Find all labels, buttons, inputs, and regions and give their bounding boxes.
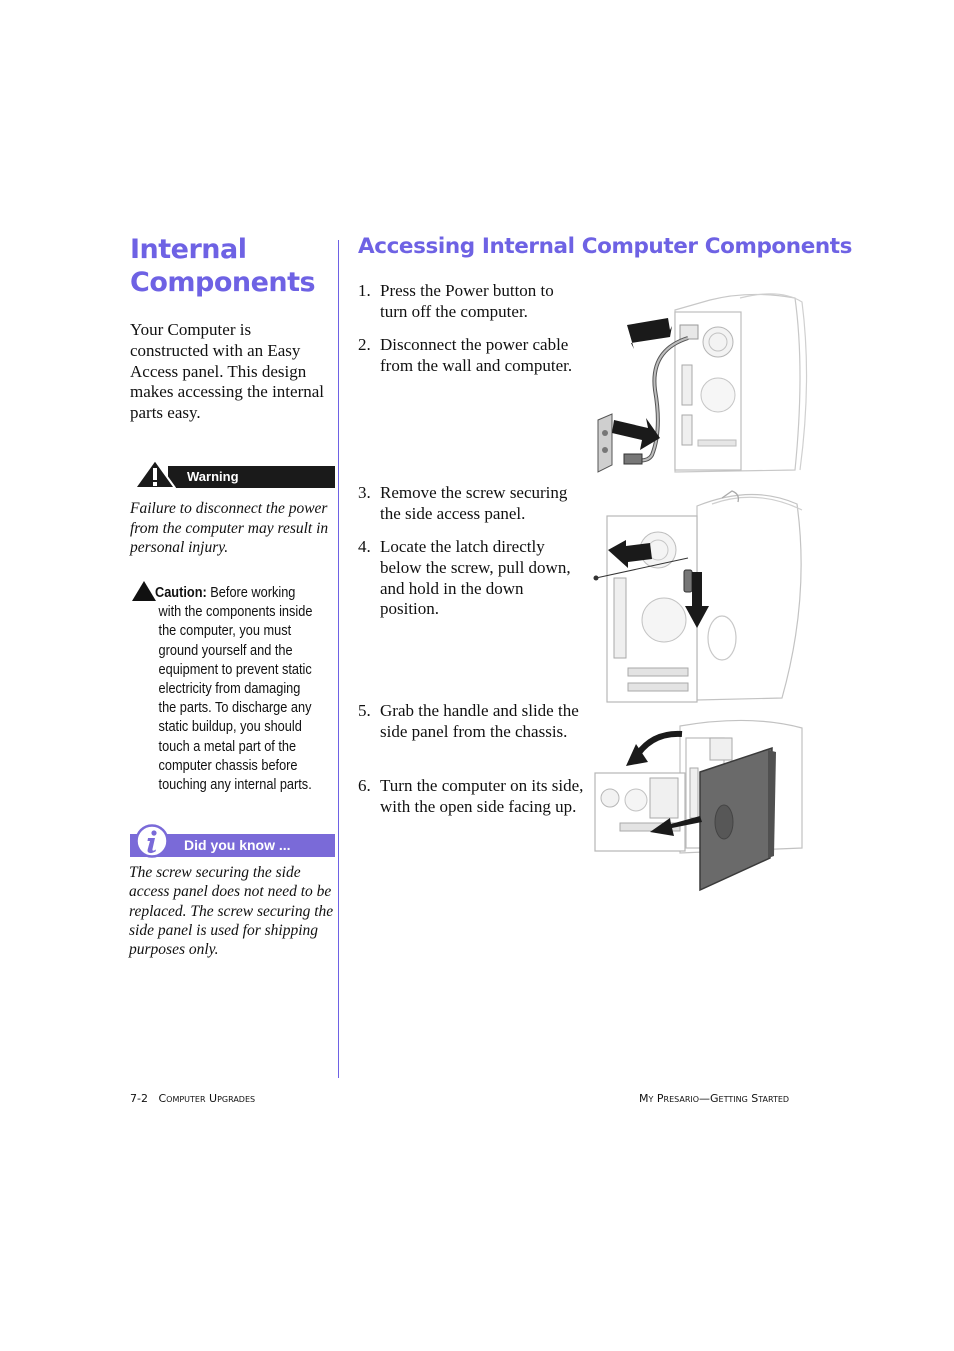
- footer-right: [639, 1092, 789, 1105]
- side-panel-outline: [697, 494, 801, 700]
- caution-line: electricity from damaging: [158, 681, 301, 698]
- step-number: 1.: [358, 281, 371, 300]
- caution-line: with the components inside: [158, 604, 313, 621]
- footer-section-right: My Presario—Getting Started: [639, 1092, 790, 1105]
- step-number: 5.: [358, 701, 371, 720]
- step-number: 2.: [358, 335, 371, 354]
- step-text: Disconnect the power cable from the wall and computer.: [380, 335, 573, 375]
- caution-line: the computer, you must: [158, 623, 292, 640]
- page-number: 7-2: [130, 1092, 148, 1105]
- caution-line: computer chassis before: [158, 757, 298, 774]
- caution-triangle-icon: [131, 580, 157, 602]
- step-number: 6.: [358, 776, 371, 795]
- caution-line: Before working: [210, 585, 296, 601]
- warning-label: Warning: [187, 469, 239, 484]
- caution-line: equipment to prevent static: [158, 661, 312, 678]
- info-icon: [134, 824, 170, 858]
- caution-first-line: [155, 584, 313, 603]
- step-text: Locate the latch directly below the screw, pull down, and hold in the down position.: [380, 537, 571, 619]
- caution-line: the parts. To discharge any: [158, 700, 312, 717]
- did-you-know-text: The screw securing the side access panel does not need to be replaced. The screw securing the side panel is used for shipping purposes only.: [129, 864, 334, 959]
- did-you-know-label: Did you know ...: [184, 837, 291, 853]
- sidebar-title-line1: Internal: [130, 234, 247, 265]
- section-title: Accessing Internal Computer Components: [358, 234, 853, 259]
- did-you-know-header: [130, 822, 335, 858]
- side-panel: [700, 748, 772, 890]
- step-number: 3.: [358, 483, 371, 502]
- caution-line: touch a metal part of the: [158, 738, 297, 755]
- caution-label: Caution:: [155, 585, 207, 601]
- caution-line: ground yourself and the: [158, 642, 293, 659]
- step-text: Press the Power button to turn off the computer.: [380, 281, 554, 321]
- warning-header: [130, 459, 335, 489]
- power-cable-illustration: [590, 290, 810, 480]
- step-text: Grab the handle and slide the side panel from the chassis.: [380, 701, 579, 741]
- intro-paragraph: Your Computer is constructed with an Easy Access panel. This design makes accessing the internal parts easy.: [130, 320, 325, 423]
- step-text: Turn the computer on its side, with the open side facing up.: [380, 776, 584, 816]
- caution-note: [155, 584, 313, 795]
- column-divider: [338, 240, 339, 1078]
- footer-left: [130, 1092, 255, 1105]
- warning-triangle-icon: [134, 459, 176, 489]
- warning-text: Failure to disconnect the power from the computer may result in personal injury.: [130, 500, 329, 556]
- caution-line: static buildup, you should: [158, 719, 302, 736]
- step-number: 4.: [358, 537, 371, 556]
- step-text: Remove the screw securing the side access panel.: [380, 483, 568, 523]
- footer-section-left: Computer Upgrades: [158, 1092, 256, 1105]
- sidebar-title-line2: Components: [130, 267, 316, 298]
- caution-line: touching any internal parts.: [158, 777, 312, 794]
- sidebar-title: [130, 233, 350, 299]
